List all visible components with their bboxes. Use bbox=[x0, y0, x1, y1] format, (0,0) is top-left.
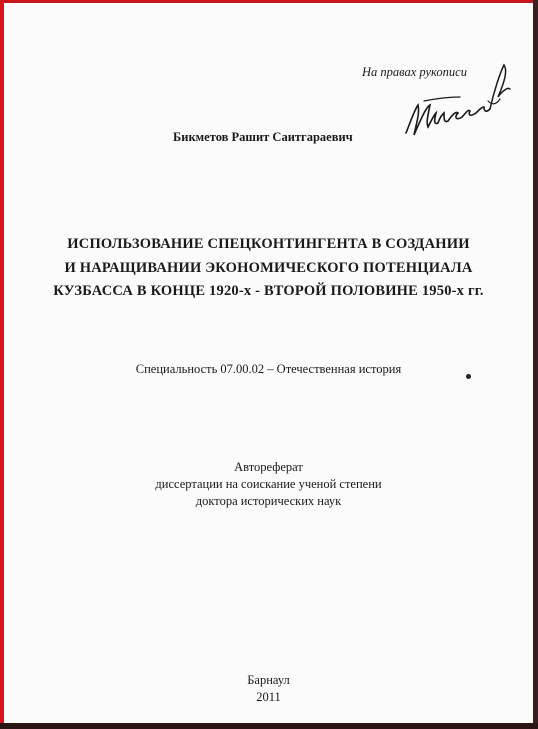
scan-speck bbox=[466, 374, 471, 379]
author-name: Бикметов Рашит Саитгараевич bbox=[173, 130, 353, 144]
document-page bbox=[4, 3, 533, 723]
title-line-1: ИСПОЛЬЗОВАНИЕ СПЕЦКОНТИНГЕНТА В СОЗДАНИИ bbox=[67, 236, 470, 252]
dissertation-title bbox=[4, 233, 533, 304]
abstract-block bbox=[4, 459, 533, 510]
title-line-2: И НАРАЩИВАНИИ ЭКОНОМИЧЕСКОГО ПОТЕНЦИАЛА bbox=[64, 259, 473, 276]
imprint-year: 2011 bbox=[256, 690, 281, 704]
specialty-line: Специальность 07.00.02 – Отечественная история bbox=[135, 362, 402, 376]
handwritten-signature bbox=[404, 61, 514, 146]
abstract-purpose: диссертации на соискание ученой степени bbox=[155, 477, 382, 491]
abstract-label: Автореферат bbox=[234, 460, 303, 474]
rights-note: На правах рукописи bbox=[362, 65, 467, 79]
imprint-block bbox=[4, 672, 533, 706]
scan-edge-bottom bbox=[0, 723, 538, 729]
scan-edge-right bbox=[533, 0, 538, 729]
imprint-city: Барнаул bbox=[247, 673, 290, 687]
title-line-3: КУЗБАССА В КОНЦЕ 1920-х - ВТОРОЙ ПОЛОВИНЕ 1950-х гг. bbox=[53, 283, 484, 299]
abstract-degree: доктора исторических наук bbox=[195, 494, 342, 508]
